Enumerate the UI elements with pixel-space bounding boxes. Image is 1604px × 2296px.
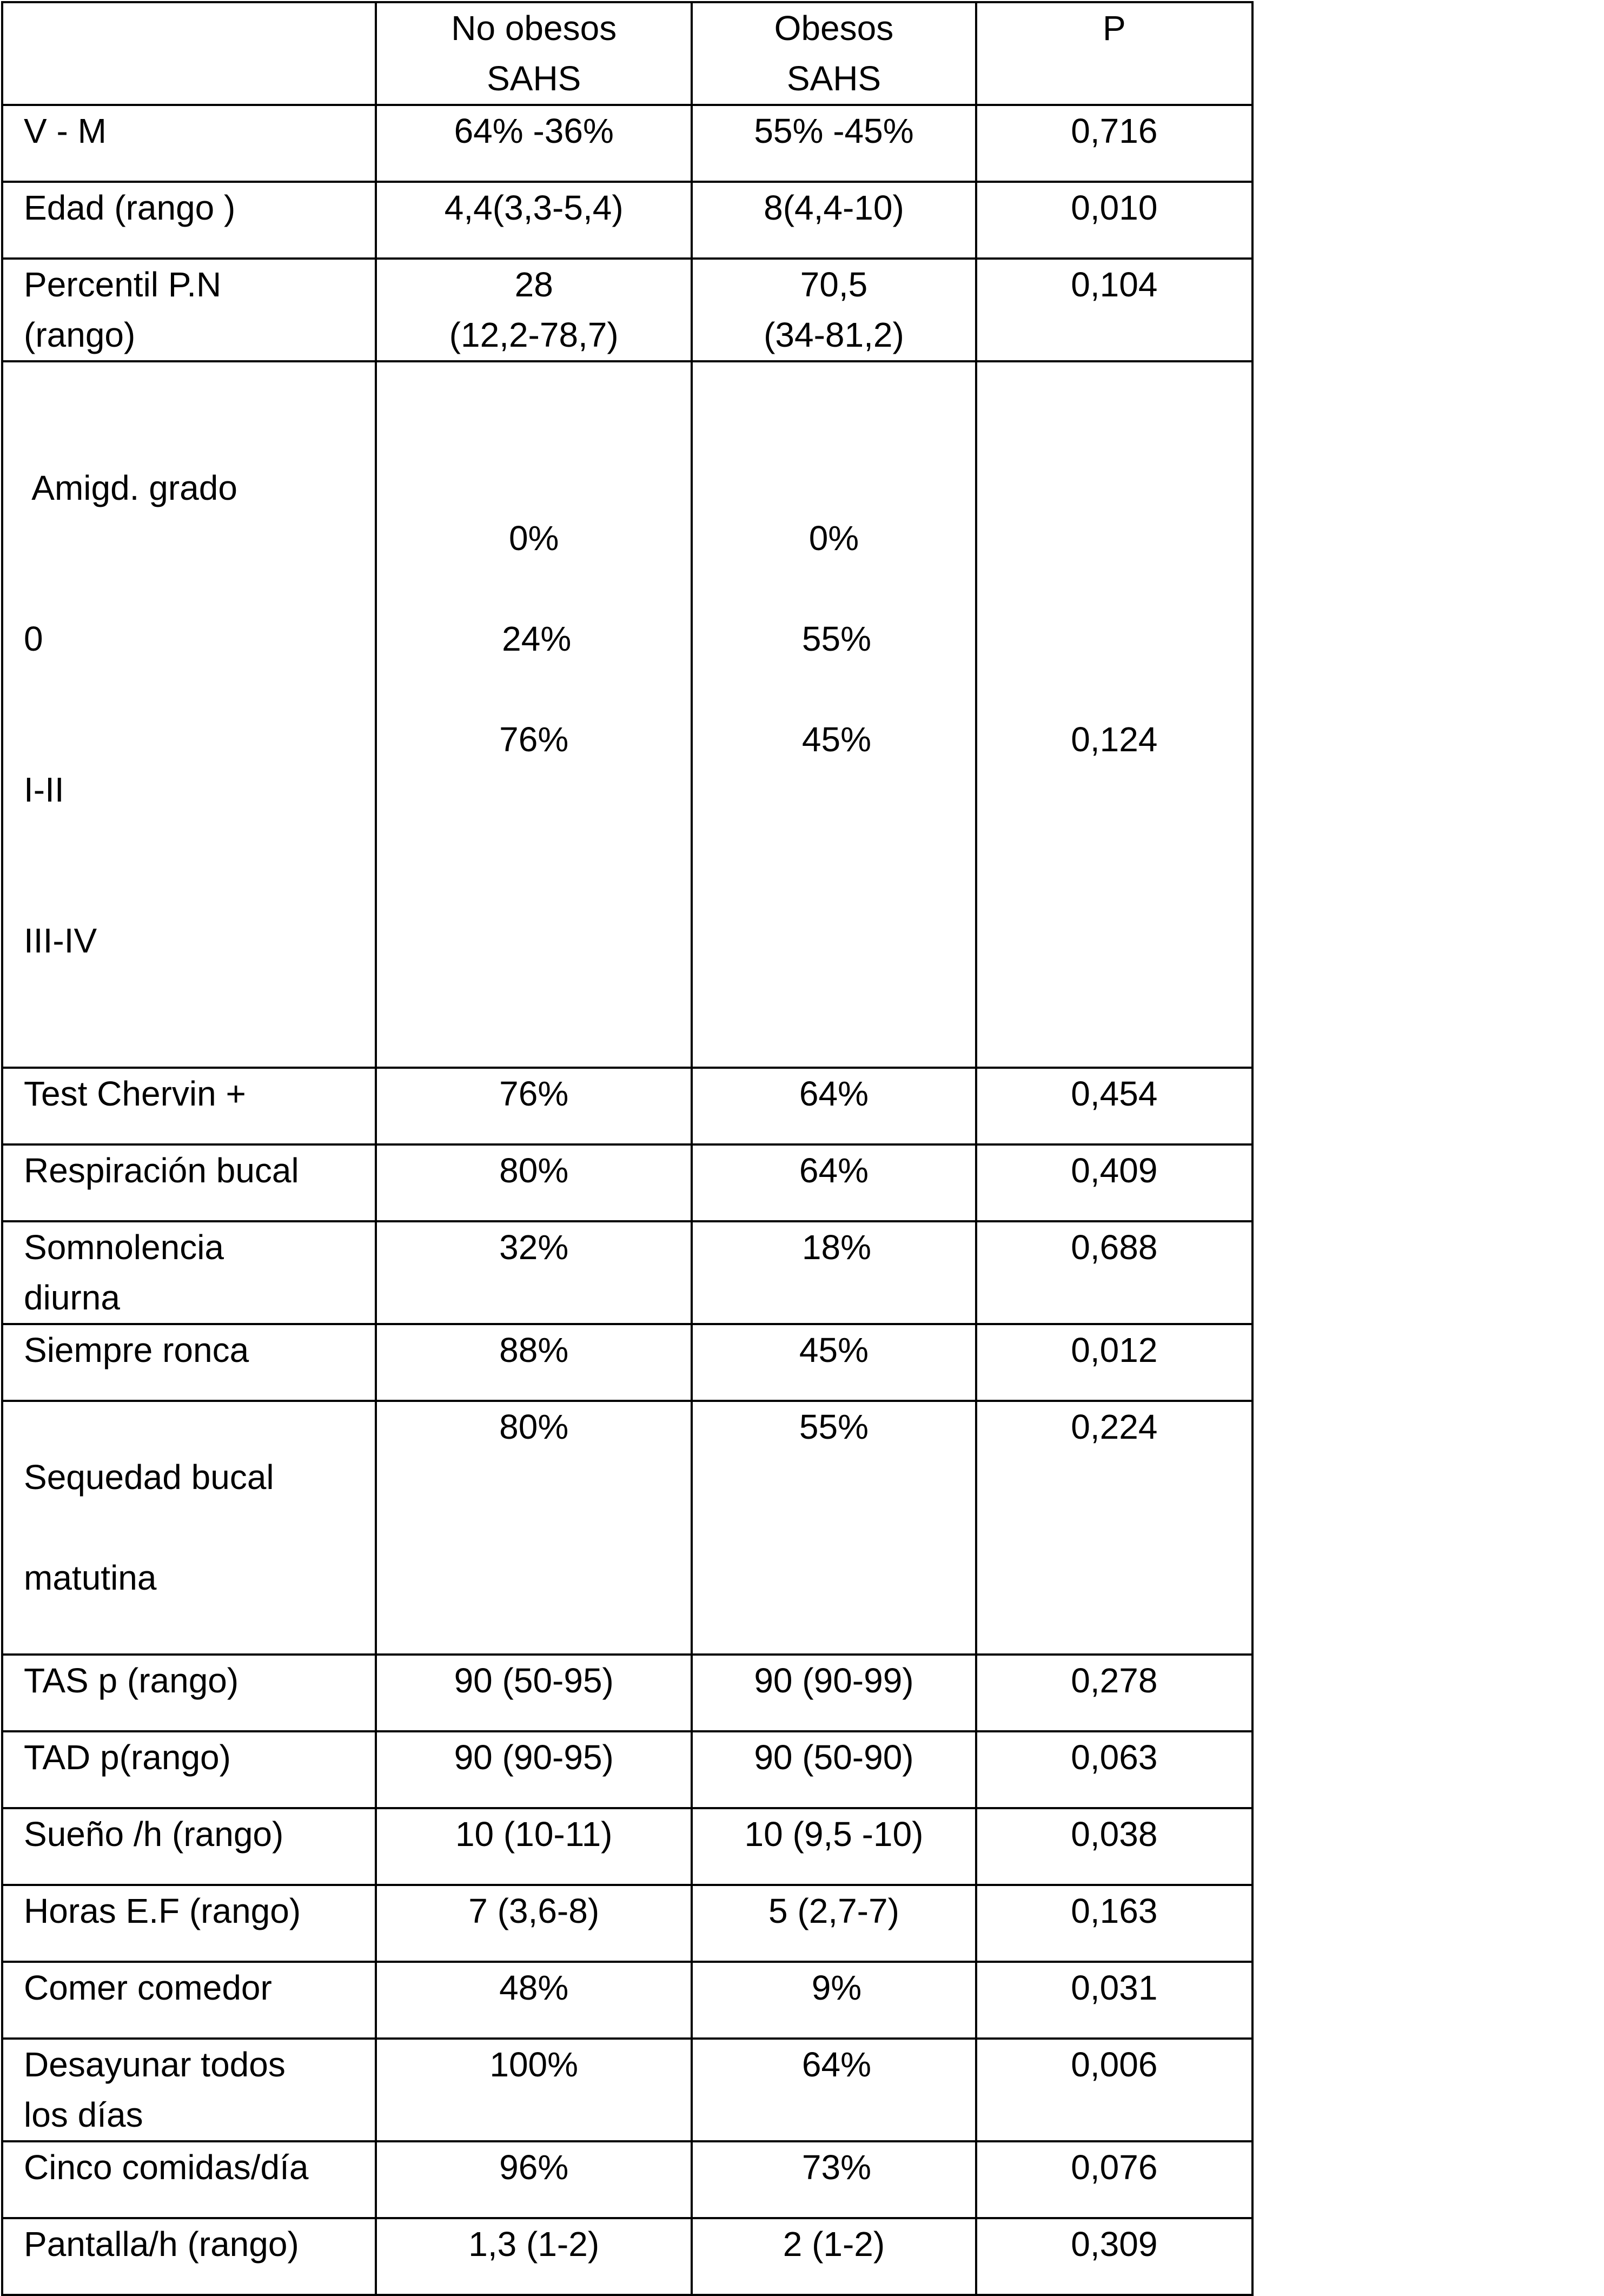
- no-obesos-value: 1,3 (1-2): [376, 2218, 692, 2295]
- obesos-value: 73%: [692, 2141, 976, 2218]
- no-obesos-value: 100%: [376, 2039, 692, 2141]
- table-row: [2, 1962, 1252, 2039]
- p-value: [976, 361, 1252, 1068]
- row-label: V - M: [2, 105, 376, 182]
- no-obesos-value: 32%: [376, 1221, 692, 1324]
- table-row: [2, 2141, 1252, 2218]
- no-obesos-value: 7 (3,6-8): [376, 1885, 692, 1962]
- table-row: [2, 2039, 1252, 2141]
- obesos-line: 0%: [808, 519, 859, 558]
- obesos-value: 90 (90-99): [692, 1655, 976, 1731]
- p-value: 0,031: [976, 1962, 1252, 2039]
- row-label: Siempre ronca: [2, 1324, 376, 1401]
- header-empty-cell: [2, 2, 376, 105]
- p-value: 0,063: [976, 1731, 1252, 1808]
- p-line: [977, 614, 1251, 664]
- no-obesos-value: 64% -36%: [376, 105, 692, 182]
- p-value: 0,278: [976, 1655, 1252, 1731]
- obesos-value: 64%: [692, 2039, 976, 2141]
- obesos-value: 64%: [692, 1144, 976, 1221]
- header-p: P: [976, 2, 1252, 105]
- row-label: TAD p(rango): [2, 1731, 376, 1808]
- amigd-grade-iii-iv: III-IV: [24, 921, 97, 960]
- amigd-title: Amigd. grado: [24, 468, 237, 507]
- row-label: [2, 361, 376, 1068]
- row-label: [2, 1401, 376, 1655]
- no-obesos-value: 80%: [376, 1401, 692, 1655]
- table-row: [2, 1401, 1252, 1655]
- p-value: 0,012: [976, 1324, 1252, 1401]
- no-obesos-line: 0%: [508, 519, 559, 558]
- obesos-value: 70,5 (34-81,2): [692, 259, 976, 361]
- no-obesos-line: 76%: [499, 720, 569, 759]
- row-label: Test Chervin +: [2, 1068, 376, 1144]
- amigd-grade-i-ii: I-II: [24, 770, 64, 809]
- p-value: 0,716: [976, 105, 1252, 182]
- row-label: Cinco comidas/día: [2, 2141, 376, 2218]
- obesos-value: 45%: [692, 1324, 976, 1401]
- no-obesos-line: [377, 413, 691, 463]
- obesos-value: 55%: [692, 1401, 976, 1655]
- no-obesos-value: 76%: [376, 1068, 692, 1144]
- table-row: [2, 1808, 1252, 1885]
- row-label-line: Sequedad bucal matutina: [24, 1458, 274, 1597]
- p-value: 0,038: [976, 1808, 1252, 1885]
- table-row: [2, 1324, 1252, 1401]
- no-obesos-value: 90 (90-95): [376, 1731, 692, 1808]
- no-obesos-value: 80%: [376, 1144, 692, 1221]
- no-obesos-value: 48%: [376, 1962, 692, 2039]
- row-label: Desayunar todos los días: [2, 2039, 376, 2141]
- p-line: [977, 513, 1251, 564]
- amigd-grade-0: 0: [24, 619, 43, 658]
- p-value: 0,010: [976, 182, 1252, 259]
- obesos-value: 9%: [692, 1962, 976, 2039]
- no-obesos-value: 4,4(3,3-5,4): [376, 182, 692, 259]
- header-obesos: Obesos SAHS: [692, 2, 976, 105]
- obesos-value: 8(4,4-10): [692, 182, 976, 259]
- table-row: [2, 105, 1252, 182]
- p-line: 0,124: [1071, 720, 1158, 759]
- obesos-value: 90 (50-90): [692, 1731, 976, 1808]
- obesos-line: 45%: [801, 720, 871, 759]
- table-row: [2, 1221, 1252, 1324]
- p-value: 0,688: [976, 1221, 1252, 1324]
- row-label: Percentil P.N (rango): [2, 259, 376, 361]
- obesos-value: 18%: [692, 1221, 976, 1324]
- obesos-value: 5 (2,7-7): [692, 1885, 976, 1962]
- table-row: [2, 1068, 1252, 1144]
- obesos-value: 2 (1-2): [692, 2218, 976, 2295]
- table-row: [2, 1144, 1252, 1221]
- table-row: [2, 182, 1252, 259]
- table-row: [2, 259, 1252, 361]
- table-row: [2, 2218, 1252, 2295]
- row-label: TAS p (rango): [2, 1655, 376, 1731]
- no-obesos-value: 88%: [376, 1324, 692, 1401]
- table-row: [2, 1885, 1252, 1962]
- no-obesos-value: 10 (10-11): [376, 1808, 692, 1885]
- p-value: 0,309: [976, 2218, 1252, 2295]
- p-value: 0,224: [976, 1401, 1252, 1655]
- p-value: 0,104: [976, 259, 1252, 361]
- header-no-obesos: No obesos SAHS: [376, 2, 692, 105]
- no-obesos-value: 28 (12,2-78,7): [376, 259, 692, 361]
- row-label: Comer comedor: [2, 1962, 376, 2039]
- no-obesos-value: 90 (50-95): [376, 1655, 692, 1731]
- row-label: Respiración bucal: [2, 1144, 376, 1221]
- obesos-value: [692, 361, 976, 1068]
- no-obesos-value: [376, 361, 692, 1068]
- table-row: [2, 1655, 1252, 1731]
- obesos-value: 64%: [692, 1068, 976, 1144]
- header-row: [2, 2, 1252, 105]
- row-label: Sueño /h (rango): [2, 1808, 376, 1885]
- p-value: 0,409: [976, 1144, 1252, 1221]
- p-value: 0,076: [976, 2141, 1252, 2218]
- p-value: 0,006: [976, 2039, 1252, 2141]
- row-label: Pantalla/h (rango): [2, 2218, 376, 2295]
- obesos-line: 55%: [801, 619, 871, 658]
- p-line: [977, 413, 1251, 463]
- p-value: 0,163: [976, 1885, 1252, 1962]
- no-obesos-value: 96%: [376, 2141, 692, 2218]
- p-value: 0,454: [976, 1068, 1252, 1144]
- obesos-value: 55% -45%: [692, 105, 976, 182]
- row-label: Somnolencia diurna: [2, 1221, 376, 1324]
- row-label: Horas E.F (rango): [2, 1885, 376, 1962]
- row-label: Edad (rango ): [2, 182, 376, 259]
- no-obesos-line: 24%: [502, 619, 572, 658]
- comparison-table: [1, 1, 1254, 2296]
- obesos-line: [693, 413, 975, 463]
- table-row: [2, 361, 1252, 1068]
- table-row: [2, 1731, 1252, 1808]
- obesos-value: 10 (9,5 -10): [692, 1808, 976, 1885]
